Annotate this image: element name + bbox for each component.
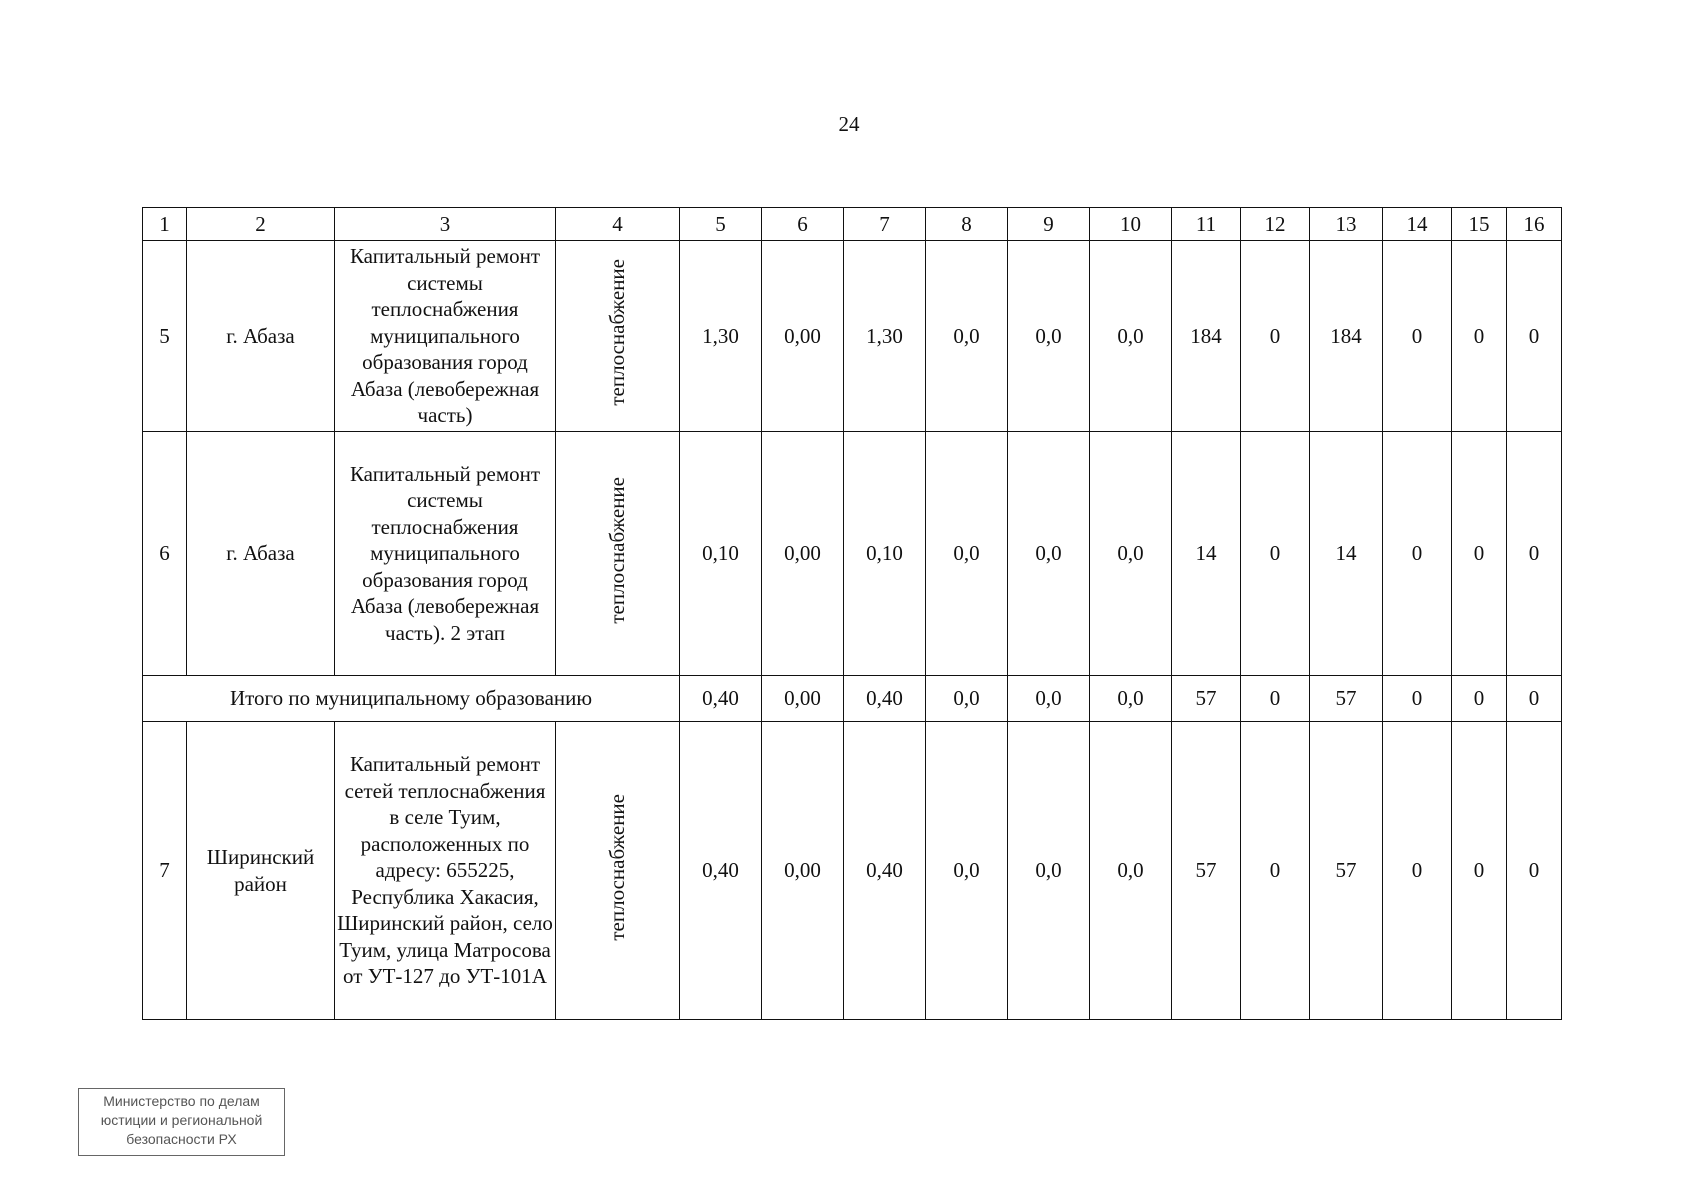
- col-header: 13: [1310, 208, 1383, 241]
- value-cell: 1,30: [844, 241, 926, 432]
- value-cell: 0,40: [680, 676, 762, 722]
- value-cell: 0,0: [926, 722, 1008, 1020]
- col-header: 14: [1383, 208, 1452, 241]
- stamp-line: Министерство по делам: [103, 1093, 260, 1109]
- value-cell: 57: [1172, 722, 1241, 1020]
- type-cell: [556, 722, 680, 1020]
- col-header: 15: [1452, 208, 1507, 241]
- col-header: 11: [1172, 208, 1241, 241]
- value-cell: 14: [1172, 432, 1241, 676]
- value-cell: 14: [1310, 432, 1383, 676]
- value-cell: 0: [1241, 432, 1310, 676]
- col-header: 8: [926, 208, 1008, 241]
- value-cell: 0,00: [762, 676, 844, 722]
- value-cell: 0: [1241, 722, 1310, 1020]
- row-number: 5: [143, 241, 187, 432]
- value-cell: 0,0: [926, 676, 1008, 722]
- value-cell: 0: [1383, 432, 1452, 676]
- row-number: 7: [143, 722, 187, 1020]
- value-cell: 0,00: [762, 241, 844, 432]
- subtotal-label: Итого по муниципальному образованию: [143, 676, 680, 722]
- value-cell: 0,0: [1008, 432, 1090, 676]
- value-cell: 0: [1241, 241, 1310, 432]
- type-label: теплоснабжение: [605, 259, 630, 407]
- description-cell: Капитальный ремонт системы теплоснабжения муниципального образования город Абаза (левобережная часть): [335, 241, 556, 432]
- value-cell: 0: [1507, 722, 1562, 1020]
- row-number: 6: [143, 432, 187, 676]
- type-label: теплоснабжение: [605, 476, 630, 624]
- col-header: 5: [680, 208, 762, 241]
- value-cell: 0: [1383, 241, 1452, 432]
- value-cell: 0,00: [762, 432, 844, 676]
- value-cell: 0,10: [680, 432, 762, 676]
- value-cell: 0: [1452, 241, 1507, 432]
- municipality-cell: г. Абаза: [187, 432, 335, 676]
- col-header: 1: [143, 208, 187, 241]
- municipality-cell: Ширинский район: [187, 722, 335, 1020]
- col-header: 9: [1008, 208, 1090, 241]
- col-header: 2: [187, 208, 335, 241]
- value-cell: 0: [1241, 676, 1310, 722]
- page-number: 24: [838, 112, 860, 136]
- value-cell: 0,0: [1008, 722, 1090, 1020]
- type-cell: [556, 241, 680, 432]
- col-header: 4: [556, 208, 680, 241]
- value-cell: 0,0: [1008, 676, 1090, 722]
- table-row: [143, 722, 1562, 1020]
- value-cell: 1,30: [680, 241, 762, 432]
- value-cell: 0: [1507, 676, 1562, 722]
- value-cell: 0,40: [844, 676, 926, 722]
- stamp-line: безопасности РХ: [126, 1131, 237, 1147]
- capital-repair-table: [142, 207, 1562, 1020]
- value-cell: 0: [1452, 676, 1507, 722]
- subtotal-row: [143, 676, 1562, 722]
- value-cell: 0,0: [1090, 432, 1172, 676]
- description-cell: Капитальный ремонт системы теплоснабжения муниципального образования город Абаза (левобережная часть). 2 этап: [335, 432, 556, 676]
- col-header: 3: [335, 208, 556, 241]
- col-header: 6: [762, 208, 844, 241]
- value-cell: 0,0: [926, 432, 1008, 676]
- stamp-line: юстиции и региональной: [100, 1112, 263, 1128]
- col-header: 10: [1090, 208, 1172, 241]
- value-cell: 0: [1383, 722, 1452, 1020]
- value-cell: 57: [1172, 676, 1241, 722]
- value-cell: 0: [1452, 722, 1507, 1020]
- value-cell: 57: [1310, 722, 1383, 1020]
- col-header: 16: [1507, 208, 1562, 241]
- type-cell: [556, 432, 680, 676]
- value-cell: 184: [1172, 241, 1241, 432]
- value-cell: 0,0: [1090, 241, 1172, 432]
- value-cell: 0,0: [1008, 241, 1090, 432]
- value-cell: 0,10: [844, 432, 926, 676]
- col-header: 12: [1241, 208, 1310, 241]
- type-label: теплоснабжение: [605, 793, 630, 941]
- table-row: [143, 432, 1562, 676]
- value-cell: 0: [1383, 676, 1452, 722]
- value-cell: 184: [1310, 241, 1383, 432]
- table-row: [143, 241, 1562, 432]
- value-cell: 0,0: [926, 241, 1008, 432]
- column-number-row: [143, 208, 1562, 241]
- description-cell: Капитальный ремонт сетей теплоснабжения в селе Туим, расположенных по адресу: 655225, Республика Хакасия, Ширинский район, село Туим, улица Матросова от УТ-127 до УТ-101А: [335, 722, 556, 1020]
- value-cell: 0,0: [1090, 676, 1172, 722]
- value-cell: 0: [1507, 432, 1562, 676]
- value-cell: 0: [1507, 241, 1562, 432]
- value-cell: 0: [1452, 432, 1507, 676]
- ministry-stamp: [78, 1088, 285, 1156]
- value-cell: 0,00: [762, 722, 844, 1020]
- value-cell: 0,40: [844, 722, 926, 1020]
- value-cell: 57: [1310, 676, 1383, 722]
- municipality-cell: г. Абаза: [187, 241, 335, 432]
- value-cell: 0,0: [1090, 722, 1172, 1020]
- value-cell: 0,40: [680, 722, 762, 1020]
- col-header: 7: [844, 208, 926, 241]
